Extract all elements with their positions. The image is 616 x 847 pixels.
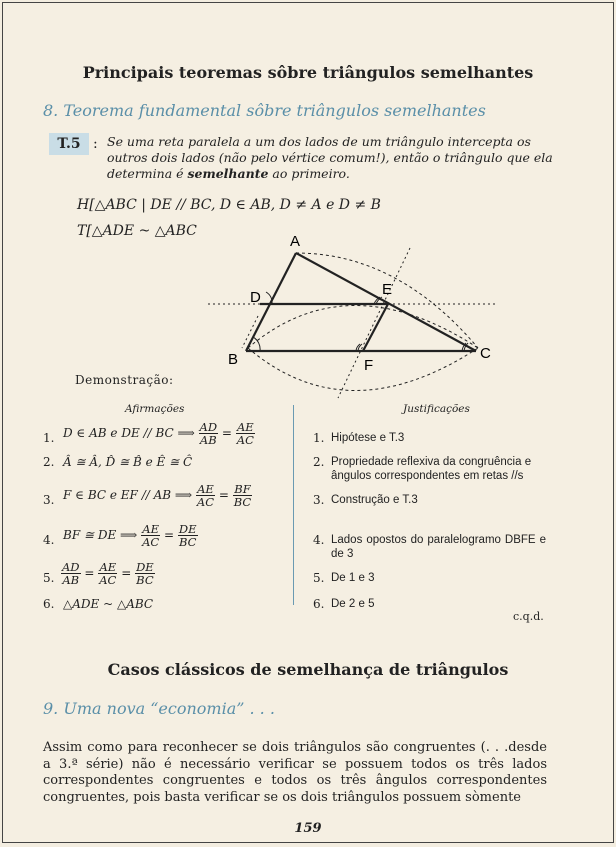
fraction-numerator: AE	[197, 482, 214, 496]
step-number: 4.	[43, 533, 55, 547]
step-number: 6.	[43, 597, 55, 611]
column-divider	[293, 405, 294, 605]
fraction	[196, 483, 215, 508]
theorem-text	[107, 134, 567, 182]
theorem-text-bold: semelhante	[187, 166, 269, 181]
fraction	[233, 483, 252, 508]
step-number: 2.	[43, 455, 55, 469]
theorem-label: T.5	[49, 133, 89, 155]
section-9-title: 9. Uma nova “economia” . . .	[43, 699, 275, 718]
fraction-numerator: AD	[62, 560, 80, 574]
fraction	[61, 561, 81, 586]
vertex-f-label: F	[364, 357, 374, 374]
step-4-justification: Lados opostos do paralelogramo DBFE e de 3	[331, 534, 546, 560]
fraction-denominator: AC	[142, 535, 160, 549]
step-1-justification: Hipótese e T.3	[331, 432, 405, 444]
vertex-a-label: A	[290, 233, 301, 250]
fraction	[236, 421, 255, 446]
theorem-text-b: ao primeiro.	[268, 166, 350, 181]
fraction	[98, 561, 117, 586]
thesis: T[△ADE ~ △ABC	[77, 223, 197, 239]
step-2-justification: Propriedade reflexiva da congruência e ângulos correspondentes em retas //s	[331, 456, 532, 482]
fraction-denominator: BC	[178, 535, 197, 549]
fraction-denominator: AC	[196, 495, 215, 509]
fraction	[141, 523, 160, 548]
fraction-numerator: DE	[136, 560, 154, 574]
heading-casos-classicos: Casos clássicos de semelhança de triângulos	[107, 660, 509, 679]
side-ac	[296, 253, 476, 351]
equals-sign: =	[218, 488, 229, 502]
step-3-statement	[63, 483, 252, 508]
vertex-c-label: C	[480, 345, 491, 362]
hypothesis: H[△ABC | DE // BC, D ∈ AB, D ≠ A e D ≠ B	[77, 197, 381, 213]
equals-sign: =	[221, 426, 232, 440]
step-1-statement	[63, 421, 255, 446]
fraction-denominator: AB	[62, 573, 80, 587]
vertex-d-label: D	[250, 289, 261, 306]
qed-mark: c.q.d.	[513, 610, 544, 623]
step-number: 3.	[43, 493, 55, 507]
just-number: 3.	[313, 493, 325, 507]
vertex-b-label: B	[228, 351, 239, 368]
body-paragraph: Assim como para reconhecer se dois triângulos são congruentes (. . .desde a 3.ª série) não é necessário verificar se possuem todos os três lados correspondentes congruentes e todos os três ângulos correspondentes congruentes, pois basta verificar se os dois triângulos possuem sòmente	[43, 740, 547, 805]
fraction-numerator: AE	[99, 560, 117, 574]
fraction-numerator: AD	[199, 420, 218, 434]
step-6-justification: De 2 e 5	[331, 598, 375, 610]
fraction-numerator: AE	[142, 522, 159, 536]
step-number: 1.	[43, 431, 55, 445]
step-5-justification: De 1 e 3	[331, 572, 375, 584]
fraction-denominator: BC	[136, 573, 154, 587]
step-6-statement: △ADE ~ △ABC	[63, 597, 154, 611]
fraction-numerator: BF	[234, 482, 251, 496]
step-1-left: D ∈ AB e DE // BC ⟹	[63, 426, 195, 440]
book-page	[2, 2, 614, 843]
fraction	[135, 561, 155, 586]
fraction-numerator: AE	[236, 420, 254, 434]
step-number: 5.	[43, 571, 55, 585]
fraction-denominator: AC	[236, 433, 254, 447]
just-number: 5.	[313, 571, 325, 585]
step-5-statement	[61, 561, 155, 586]
just-number: 6.	[313, 597, 325, 611]
step-4-left: BF ≅ DE ⟹	[63, 528, 138, 542]
equals-sign: =	[164, 528, 175, 542]
vertex-e-label: E	[382, 281, 393, 298]
step-4-statement	[63, 523, 198, 548]
just-number: 4.	[313, 533, 325, 547]
fraction	[199, 421, 219, 446]
fraction-denominator: BC	[233, 495, 252, 509]
theorem-colon: :	[93, 136, 98, 152]
page-number: 159	[294, 821, 322, 836]
just-number: 2.	[313, 455, 325, 469]
column-header-afirmacoes: Afirmações	[125, 403, 185, 415]
step-3-left: F ∈ BC e EF // AB ⟹	[63, 488, 193, 502]
step-3-justification: Construção e T.3	[331, 494, 418, 506]
triangle-figure	[198, 228, 508, 403]
just-number: 1.	[313, 431, 325, 445]
section-8-title: 8. Teorema fundamental sôbre triângulos semelhantes	[43, 101, 486, 120]
equals-sign: =	[84, 566, 95, 580]
theorem-text-a: Se uma reta paralela a um dos lados de um triângulo intercepta os outros dois lados (não pelo vértice comum!), então o triângulo que ela determina é	[107, 134, 553, 181]
fraction	[178, 523, 198, 548]
demonstracao-label: Demonstração:	[75, 373, 174, 387]
heading-principais-teoremas: Principais teoremas sôbre triângulos semelhantes	[82, 63, 534, 82]
fraction-denominator: AC	[99, 573, 117, 587]
equals-sign: =	[121, 566, 132, 580]
fraction-numerator: DE	[178, 522, 197, 536]
fraction-denominator: AB	[199, 433, 217, 447]
column-header-justificacoes: Justificações	[403, 403, 470, 415]
step-2-statement: Â ≅ Â, D̂ ≅ B̂ e Ê ≅ Ĉ	[63, 455, 193, 469]
segment-ef	[363, 304, 388, 351]
